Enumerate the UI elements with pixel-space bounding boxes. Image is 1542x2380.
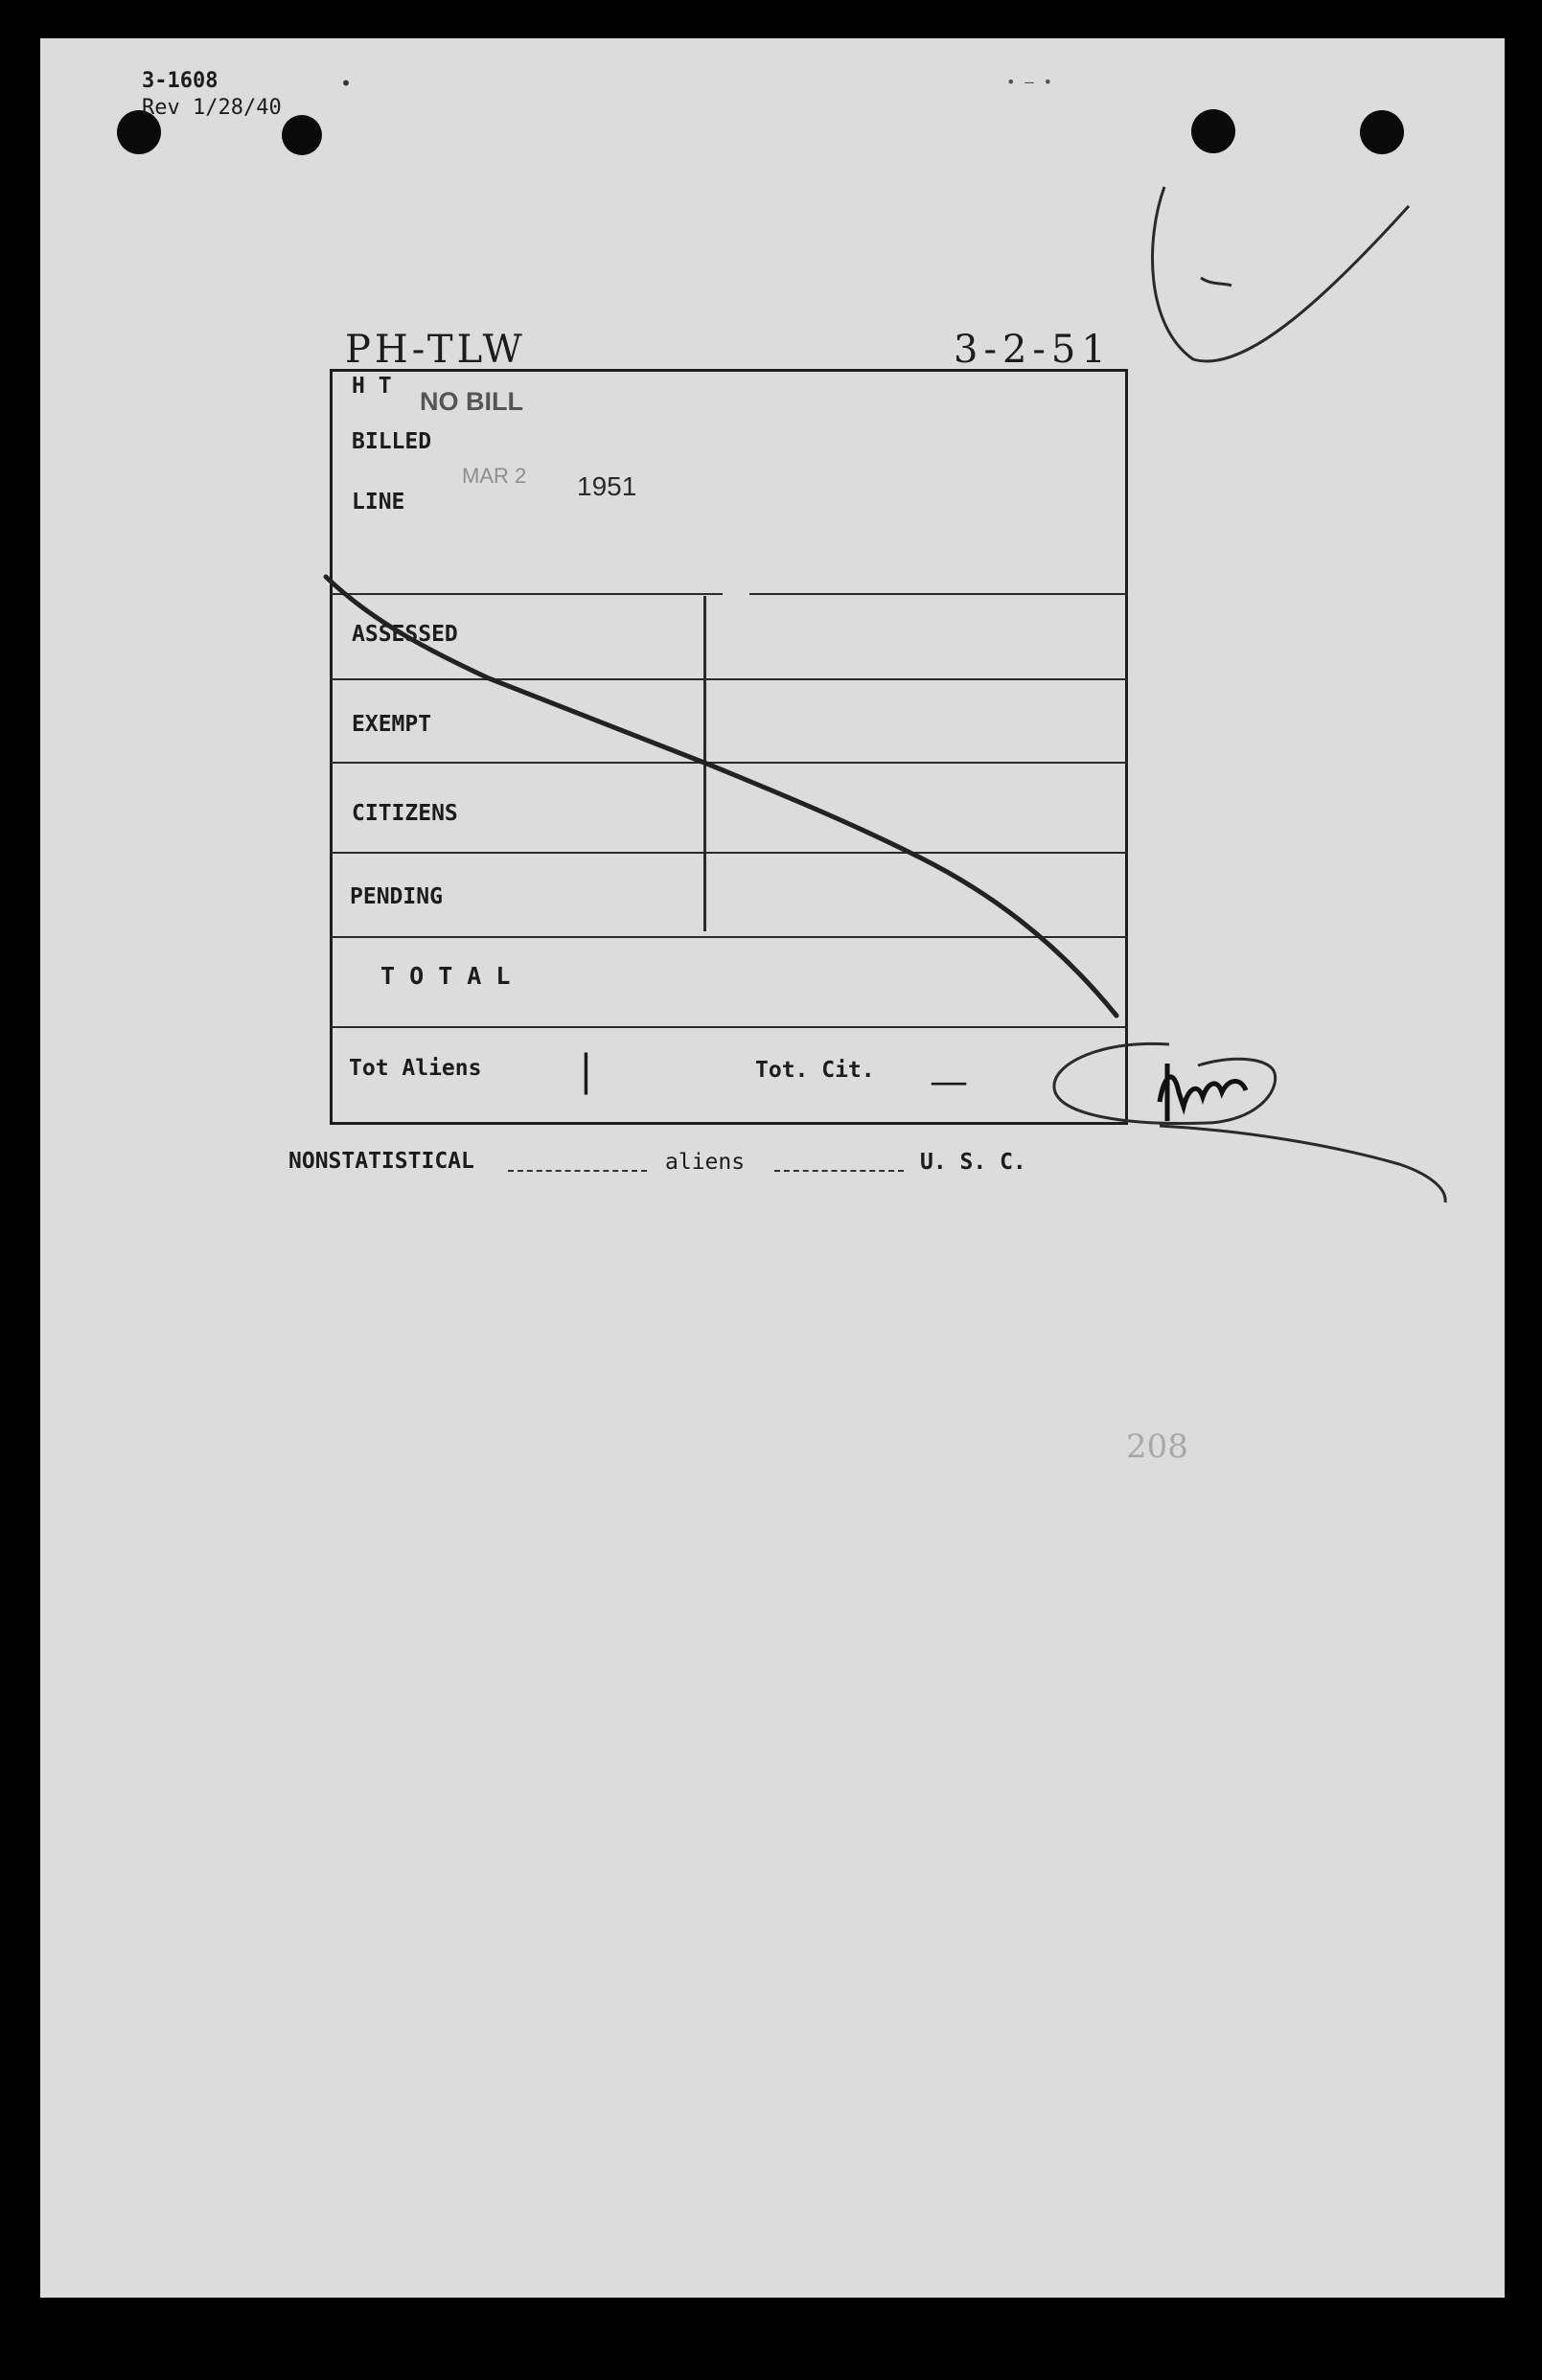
row-label-pending: PENDING: [350, 884, 443, 909]
punch-hole-left-2: [282, 115, 322, 155]
tot-cit-value: —: [930, 1060, 968, 1104]
handwritten-code: PH-TLW: [345, 328, 526, 372]
tot-aliens-label: Tot Aliens: [349, 1056, 482, 1081]
row-divider: [330, 1026, 1128, 1028]
line-label: LINE: [352, 490, 405, 515]
dot-mark: • — •: [1006, 73, 1053, 91]
handwritten-date: 3-2-51: [954, 328, 1112, 372]
aliens-blank: [774, 1170, 904, 1172]
row-label-exempt: EXEMPT: [352, 712, 432, 737]
row-label-citizens: CITIZENS: [352, 801, 458, 826]
cancel-stroke: [316, 565, 1140, 1025]
footer-usc-label: U. S. C.: [920, 1150, 1026, 1175]
date-stamp-year: 1951: [577, 471, 637, 501]
form-revision: Rev 1/28/40: [142, 96, 282, 120]
no-bill-stamp: NO BILL: [420, 387, 523, 416]
ht-label: H T: [352, 374, 392, 399]
nonstatistical-label: NONSTATISTICAL: [288, 1149, 474, 1174]
dot-mark: •: [340, 72, 353, 95]
initials-signature: [1045, 1035, 1457, 1217]
punch-hole-right: [1191, 109, 1235, 153]
punch-hole-right-2: [1360, 110, 1404, 154]
tot-aliens-value: |: [579, 1046, 593, 1095]
billed-label: BILLED: [352, 429, 432, 454]
nonstatistical-blank: [508, 1170, 647, 1172]
footer-aliens-label: aliens: [665, 1150, 746, 1175]
date-stamp-month: MAR 2: [462, 464, 527, 488]
tot-cit-label: Tot. Cit.: [755, 1058, 875, 1083]
check-mark: [1136, 182, 1423, 374]
row-label-assessed: ASSESSED: [352, 622, 458, 647]
total-label: T O T A L: [380, 962, 511, 990]
page-number: 208: [1126, 1428, 1188, 1466]
form-number: 3-1608: [142, 69, 219, 93]
